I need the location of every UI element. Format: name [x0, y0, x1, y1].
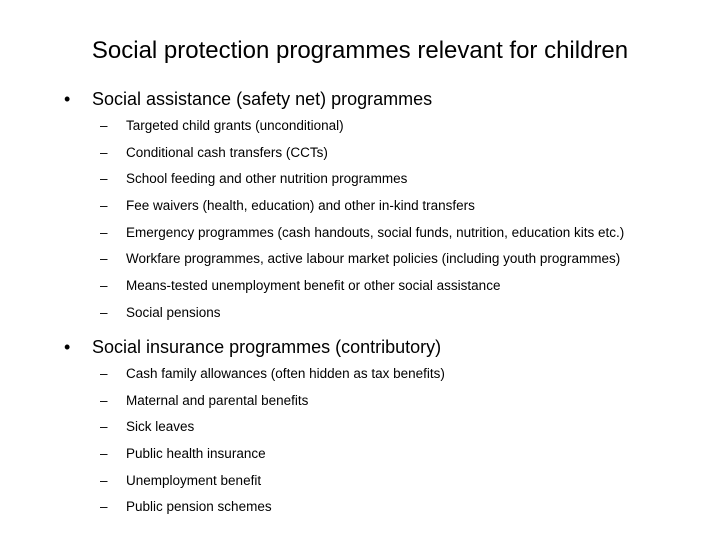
list-item	[64, 300, 704, 327]
list-item-text: Conditional cash transfers (CCTs)	[126, 144, 328, 160]
list-item	[64, 220, 704, 247]
list-item-text: Targeted child grants (unconditional)	[126, 118, 344, 133]
dash-icon: –	[100, 366, 108, 381]
dash-icon: –	[100, 251, 108, 267]
dash-icon: –	[100, 278, 108, 294]
list-item-text: Workfare programmes, active labour market policies (including youth programmes)	[126, 251, 621, 267]
list-item	[64, 113, 704, 140]
list-item	[64, 361, 704, 388]
slide-title: Social protection programmes relevant for children	[91, 37, 629, 64]
list-item-text: Maternal and parental benefits	[126, 392, 309, 408]
dash-icon: –	[100, 499, 108, 515]
sub-list	[64, 361, 704, 521]
bullet-icon: •	[64, 89, 71, 109]
list-item	[64, 273, 704, 300]
list-item	[64, 246, 704, 273]
list-item-text: Public health insurance	[126, 446, 266, 462]
section-heading	[64, 86, 704, 112]
list-item-text: Public pension schemes	[126, 499, 272, 515]
list-item-text: Means-tested unemployment benefit or other social assistance	[126, 278, 501, 294]
dash-icon: –	[100, 224, 108, 240]
dash-icon: –	[100, 304, 108, 320]
section-heading-text: Social assistance (safety net) programmes	[92, 89, 433, 109]
list-item-text: School feeding and other nutrition programmes	[126, 171, 408, 187]
list-item	[64, 441, 704, 468]
section-heading-text: Social insurance programmes (contributory)	[92, 337, 442, 357]
list-item-text: Unemployment benefit	[126, 472, 262, 488]
list-item-text: Fee waivers (health, education) and other in-kind transfers	[126, 198, 475, 214]
dash-icon: –	[100, 118, 108, 133]
list-item	[64, 494, 704, 521]
list-item	[64, 193, 704, 220]
list-item-text: Social pensions	[126, 304, 221, 320]
section-social-assistance	[64, 86, 704, 327]
list-item	[64, 414, 704, 441]
list-item-text: Sick leaves	[126, 419, 195, 435]
list-item-text: Cash family allowances (often hidden as tax benefits)	[126, 366, 445, 381]
dash-icon: –	[100, 171, 108, 187]
dash-icon: –	[100, 419, 108, 435]
sub-list	[64, 113, 704, 327]
dash-icon: –	[100, 446, 108, 462]
section-social-insurance	[64, 334, 704, 521]
list-item	[64, 166, 704, 193]
list-item-text: Emergency programmes (cash handouts, social funds, nutrition, education kits etc.)	[126, 224, 625, 240]
section-heading	[64, 334, 704, 360]
list-item	[64, 388, 704, 415]
dash-icon: –	[100, 472, 108, 488]
bullet-icon: •	[64, 337, 71, 357]
dash-icon: –	[100, 144, 108, 160]
list-item	[64, 468, 704, 495]
dash-icon: –	[100, 392, 108, 408]
dash-icon: –	[100, 198, 108, 214]
list-item	[64, 140, 704, 167]
